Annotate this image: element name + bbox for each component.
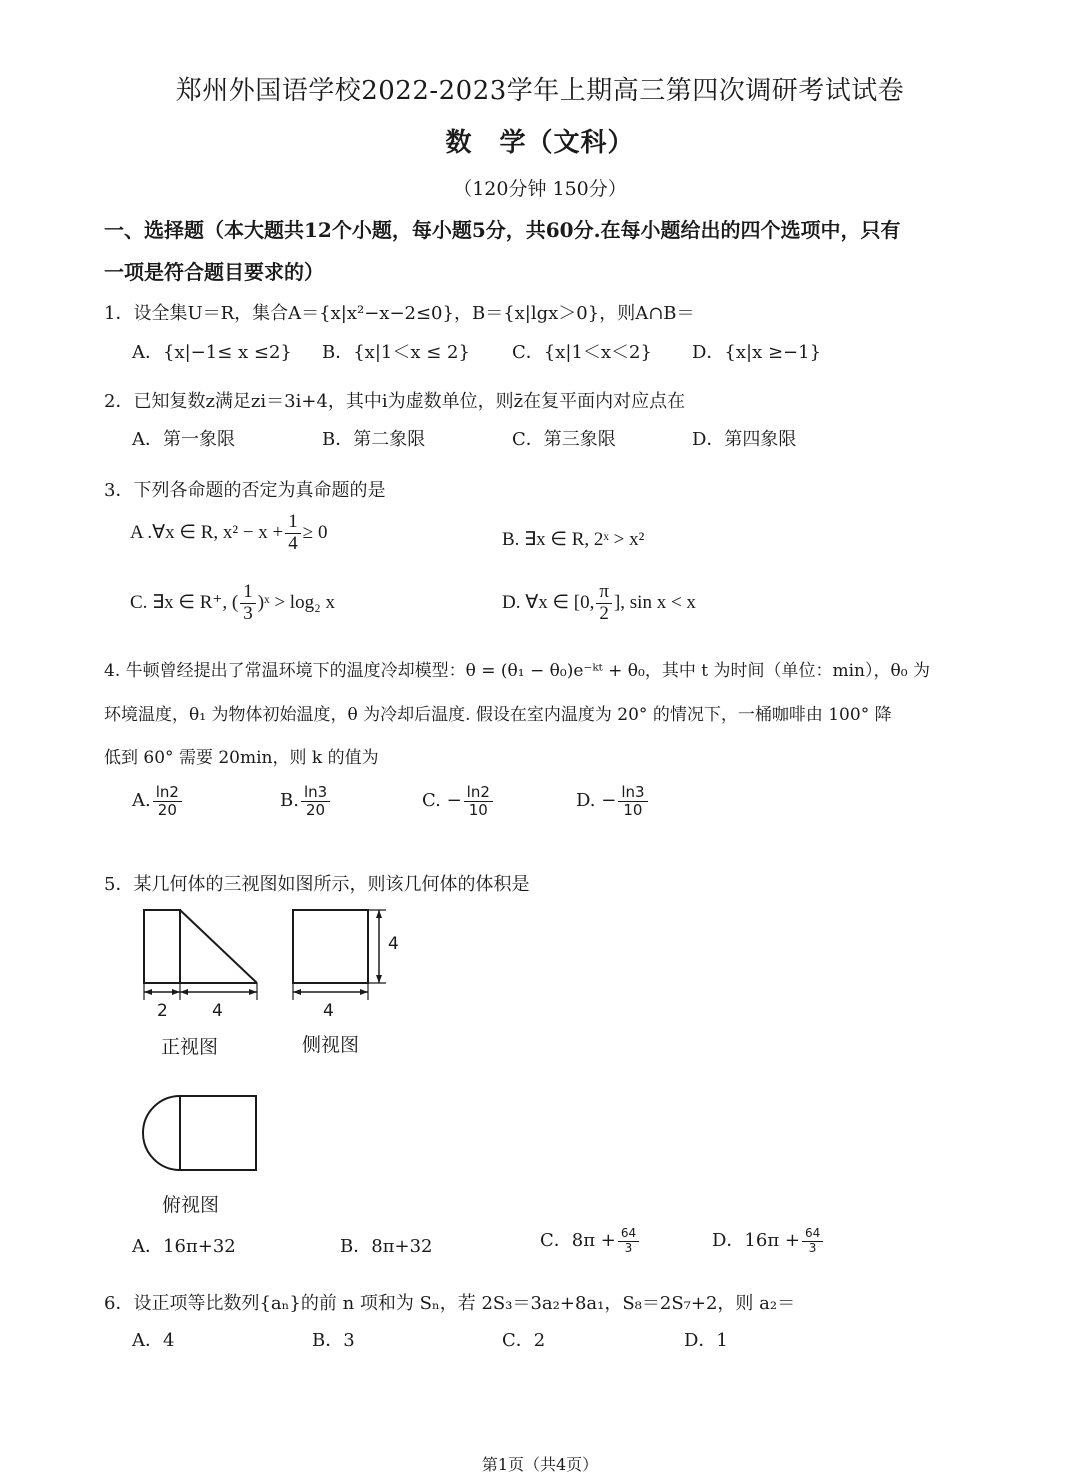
arrowhead <box>144 989 152 995</box>
question-3-option-d: D. ∀x ∈ [0, $\frac{\pi}{2}$ ], sin x < x <box>502 581 696 624</box>
fraction: $\frac{64}{3}$ <box>802 1227 823 1254</box>
question-3-stem: 3．下列各命题的否定为真命题的是 <box>104 480 386 501</box>
arrowhead <box>376 910 382 918</box>
question-5-stem: 5．某几何体的三视图如图所示，则该几何体的体积是 <box>104 874 530 895</box>
exam-subject: 数 学（文科） <box>445 128 635 158</box>
top-view <box>143 1096 256 1170</box>
question-4-line-1: 4. 牛顿曾经提出了常温环境下的温度冷却模型：θ = (θ₁ − θ₀)e⁻ᵏᵗ + θ₀，其中 t 为时间（单位：min），θ₀ 为 <box>104 661 930 681</box>
question-1-stem: 1．设全集U＝R，集合A＝{x|x²−x−2≤0}，B＝{x|lgx＞0}，则A∩B＝ <box>104 303 695 324</box>
question-4-option-a: A. $\frac{\ln 2}{20}$ <box>132 784 184 818</box>
exam-title: 郑州外国语学校2022-2023学年上期高三第四次调研考试试卷 <box>175 76 905 106</box>
question-2-option-a: A．第一象限 <box>132 429 235 450</box>
question-4-option-b: B. $\frac{\ln 3}{20}$ <box>280 784 332 818</box>
question-2-stem: 2．已知复数z满足zi＝3i+4，其中i为虚数单位，则z̄在复平面内对应点在 <box>104 391 686 412</box>
question-1-option-a: A．{x|−1≤ x ≤2} <box>132 342 292 363</box>
question-6-option-a: A．4 <box>132 1330 175 1351</box>
question-6-stem: 6．设正项等比数列{aₙ}的前 n 项和为 Sₙ，若 2S₃＝3a₂+8a₁，S₈＝2S₇+2，则 a₂＝ <box>104 1293 796 1314</box>
fraction: $\frac{\ln 2}{20}$ <box>153 784 182 818</box>
arrowhead <box>172 989 180 995</box>
side-view-label: 侧视图 <box>302 1034 360 1056</box>
side-view <box>293 910 386 1000</box>
question-3-option-a: A .∀x ∈ R, x² − x + $\frac{1}{4}$ ≥ 0 <box>130 511 328 554</box>
arrowhead <box>180 989 188 995</box>
section-heading-line2: 一项是符合题目要求的） <box>104 260 324 284</box>
front-view <box>144 910 257 1000</box>
fraction: $\frac{\pi}{2}$ <box>596 582 612 625</box>
front-view-label: 正视图 <box>161 1036 219 1058</box>
question-2-option-b: B．第二象限 <box>322 429 426 450</box>
side-view-dim-height: 4 <box>388 934 399 954</box>
question-6-option-b: B．3 <box>312 1330 355 1351</box>
three-view-figure <box>130 900 430 1190</box>
question-2-option-c: C．第三象限 <box>512 429 616 450</box>
question-5-option-a: A．16π+32 <box>132 1236 236 1257</box>
arrowhead <box>360 989 368 995</box>
top-view-rect <box>180 1096 256 1170</box>
question-5-option-b: B．8π+32 <box>340 1236 433 1257</box>
fraction: $\frac{\ln 3}{20}$ <box>301 784 330 818</box>
top-view-label: 俯视图 <box>162 1194 220 1216</box>
question-4-line-2: 环境温度，θ₁ 为物体初始温度，θ 为冷却后温度. 假设在室内温度为 20° 的情况下，一桶咖啡由 100° 降 <box>104 705 892 725</box>
question-3-option-c: C. ∃x ∈ R⁺, ( $\frac{1}{3}$ )ˣ > log₂ x <box>130 581 335 624</box>
question-6-option-c: C．2 <box>502 1330 546 1351</box>
fraction: $\frac{64}{3}$ <box>618 1227 639 1254</box>
front-view-dim-left: 2 <box>157 1001 168 1021</box>
fraction: $\frac{1}{4}$ <box>285 512 301 555</box>
question-1-option-b: B．{x|1＜x ≤ 2} <box>322 342 470 363</box>
arrowhead <box>376 975 382 983</box>
question-5-option-d: D．16π + $\frac{64}{3}$ <box>712 1226 825 1255</box>
question-3-option-b: B. ∃x ∈ R, 2ˣ > x² <box>502 529 645 550</box>
question-4-line-3: 低到 60° 需要 20min，则 k 的值为 <box>104 748 379 768</box>
question-6-option-d: D．1 <box>684 1330 728 1351</box>
fraction: $\frac{\ln 3}{10}$ <box>618 784 647 818</box>
arrowhead <box>249 989 257 995</box>
question-5-option-c: C．8π + $\frac{64}{3}$ <box>540 1226 641 1255</box>
front-view-rect <box>144 910 180 983</box>
fraction: $\frac{\ln 2}{10}$ <box>464 784 493 818</box>
front-view-dim-right: 4 <box>212 1001 223 1021</box>
question-2-option-d: D．第四象限 <box>692 429 797 450</box>
side-view-rect <box>293 910 368 983</box>
question-4-option-c: C. − $\frac{\ln 2}{10}$ <box>422 784 495 818</box>
side-view-dim-bottom: 4 <box>323 1001 334 1021</box>
question-1-option-c: C．{x|1＜x＜2} <box>512 342 652 363</box>
exam-duration: （120分钟 150分） <box>453 178 627 200</box>
front-view-slope <box>180 910 257 983</box>
page-footer: 第1页（共4页） <box>481 1455 599 1474</box>
fraction: $\frac{1}{3}$ <box>240 582 256 625</box>
arrowhead <box>293 989 301 995</box>
section-heading-line1: 一、选择题（本大题共12个小题，每小题5分，共60分.在每小题给出的四个选项中，只有 <box>104 218 901 242</box>
question-1-option-d: D．{x|x ≥−1} <box>692 342 822 363</box>
question-4-option-d: D. − $\frac{\ln 3}{10}$ <box>576 784 650 818</box>
top-view-semicircle <box>143 1096 180 1170</box>
